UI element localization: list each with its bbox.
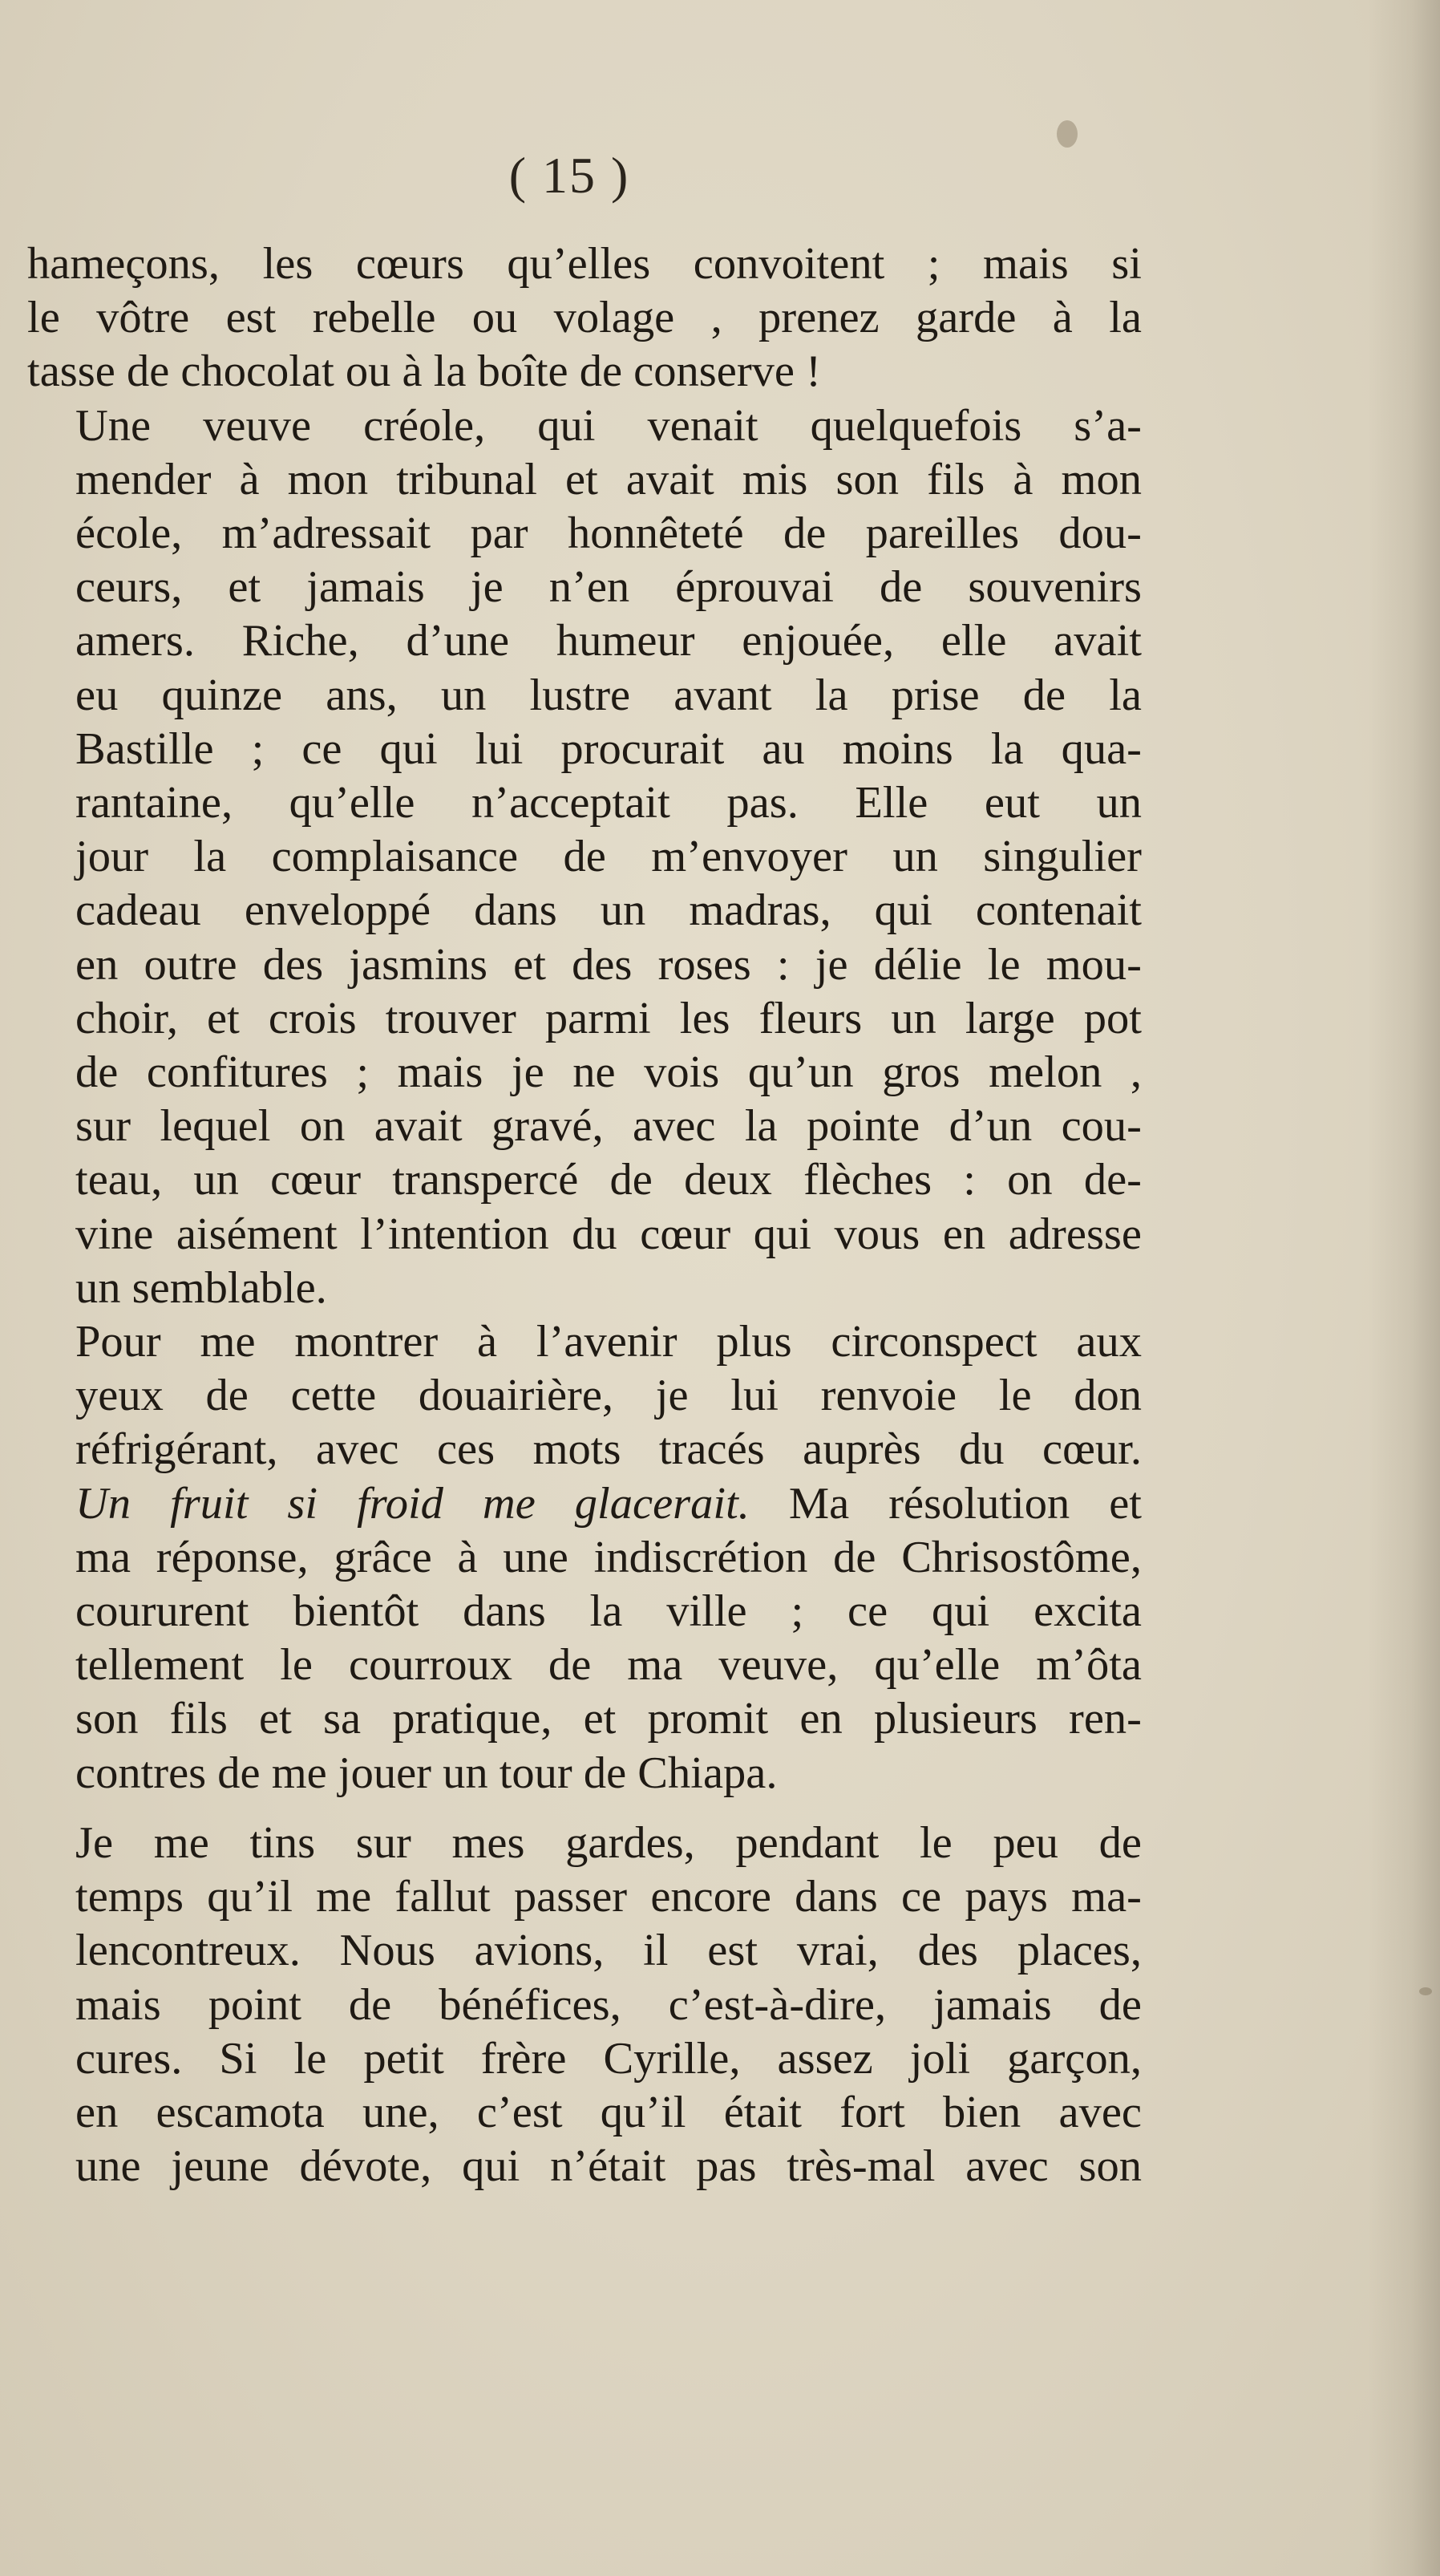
text-line: Pour me montrer à l’avenir plus circonspect aux xyxy=(75,1317,1142,1367)
text-line: tasse de chocolat ou à la boîte de conserve ! xyxy=(27,346,821,397)
text-line: coururent bientôt dans la ville ; ce qui excita xyxy=(75,1586,1142,1637)
text-line: sur lequel on avait gravé, avec la pointe d’un cou- xyxy=(75,1101,1142,1152)
text-line: Je me tins sur mes gardes, pendant le peu de xyxy=(75,1817,1142,1868)
text-line: Bastille ; ce qui lui procurait au moins la qua- xyxy=(75,723,1142,774)
text-line: amers. Riche, d’une humeur enjouée, elle avait xyxy=(75,616,1142,666)
text-line: mender à mon tribunal et avait mis son fils à mon xyxy=(75,454,1142,504)
ink-spot xyxy=(1419,1987,1432,1995)
text-line: cadeau enveloppé dans un madras, qui contenait xyxy=(75,885,1142,936)
text-line: contres de me jouer un tour de Chiapa. xyxy=(75,1748,778,1798)
body-text xyxy=(27,237,1142,2193)
text-line: jour la complaisance de m’envoyer un singulier xyxy=(75,832,1142,882)
text-line: rantaine, qu’elle n’acceptait pas. Elle eut un xyxy=(75,778,1142,828)
text-line: hameçons, les cœurs qu’elles convoitent ; mais si xyxy=(27,239,1142,289)
text-line: réfrigérant, avec ces mots tracés auprès du cœur. xyxy=(75,1424,1142,1475)
text-line: une jeune dévote, qui n’était pas très-mal avec son xyxy=(75,2141,1142,2192)
text-line: un semblable. xyxy=(75,1262,327,1313)
text-line: le vôtre est rebelle ou volage , prenez garde à la xyxy=(27,293,1142,343)
paragraph-4 xyxy=(27,1817,1142,2193)
text-line: ceurs, et jamais je n’en éprouvai de souvenirs xyxy=(75,562,1142,613)
text-line: temps qu’il me fallut passer encore dans ce pays ma- xyxy=(75,1872,1142,1922)
text-line: de confitures ; mais je ne vois qu’un gros melon , xyxy=(75,1047,1142,1098)
text-line: eu quinze ans, un lustre avant la prise de la xyxy=(75,670,1142,720)
text-line: tellement le courroux de ma veuve, qu’elle m’ôta xyxy=(75,1640,1142,1691)
text-line: yeux de cette douairière, je lui renvoie le don xyxy=(75,1371,1142,1421)
text-line xyxy=(27,1477,1142,1531)
text-line: teau, un cœur transpercé de deux flèches : on de- xyxy=(75,1155,1142,1205)
text-line: mais point de bénéfices, c’est-à-dire, jamais de xyxy=(75,1979,1142,2030)
paragraph-3 xyxy=(27,1315,1142,1800)
text-line: son fils et sa pratique, et promit en plusieurs ren- xyxy=(75,1694,1142,1744)
paragraph-1 xyxy=(27,237,1142,399)
text-line: en escamota une, c’est qu’il était fort bien avec xyxy=(75,2087,1142,2137)
text-line: choir, et crois trouver parmi les fleurs un large pot xyxy=(75,993,1142,1043)
text-fragment: Ma résolution et xyxy=(749,1478,1143,1529)
text-line: vine aisément l’intention du cœur qui vous en adresse xyxy=(75,1209,1142,1259)
text-line: en outre des jasmins et des roses : je délie le mou- xyxy=(75,939,1142,990)
paragraph-2 xyxy=(27,399,1142,1315)
text-line: lencontreux. Nous avions, il est vrai, des places, xyxy=(75,1926,1142,1976)
text-line: Une veuve créole, qui venait quelquefois s’a- xyxy=(75,400,1142,451)
text-line: école, m’adressait par honnêteté de pareilles dou- xyxy=(75,508,1142,559)
italic-quote: Un fruit si froid me glacerait. xyxy=(75,1478,750,1529)
page-edge-shadow xyxy=(1368,0,1440,2576)
text-line: ma réponse, grâce à une indiscrétion de Chrisostôme, xyxy=(75,1532,1142,1582)
ink-spot xyxy=(1057,120,1078,148)
text-line: cures. Si le petit frère Cyrille, assez joli garçon, xyxy=(75,2033,1142,2084)
page-number: ( 15 ) xyxy=(508,147,630,204)
